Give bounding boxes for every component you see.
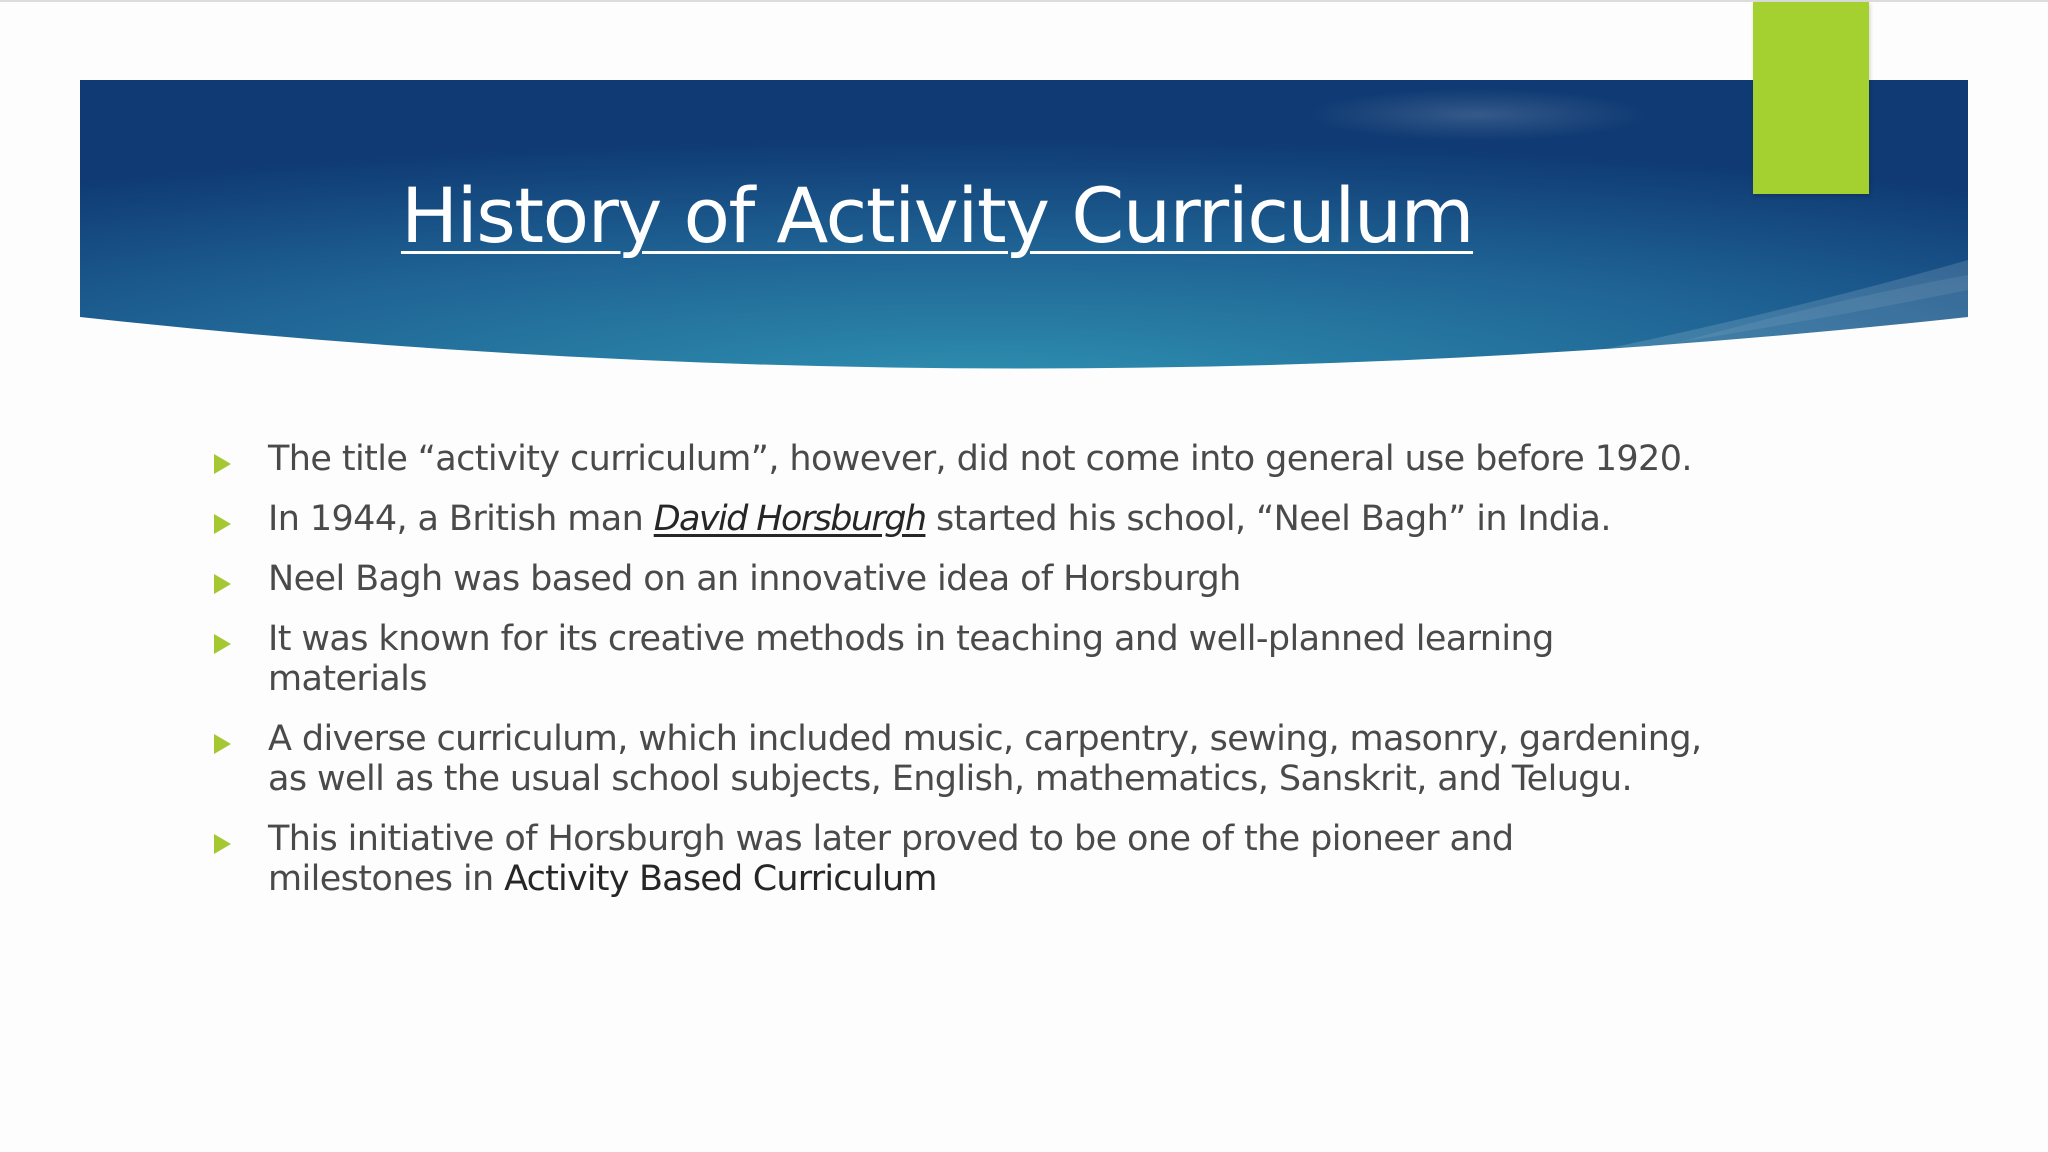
bullet-item <box>210 559 1710 599</box>
bullet-text: The title “activity curriculum”, however, did not come into general use before 1920. <box>268 439 1692 479</box>
arrow-bullet-icon <box>214 634 231 654</box>
bullet-text: started his school, “Neel Bagh” in India. <box>925 499 1611 539</box>
arrow-bullet-icon <box>214 574 231 594</box>
bullet-text: Neel Bagh was based on an innovative idea of Horsburgh <box>268 559 1241 599</box>
bullet-list <box>210 439 1710 919</box>
bullet-text: It was known for its creative methods in teaching and well-planned learning <box>268 619 1554 659</box>
bullet-text: This initiative of Horsburgh was later proved to be one of the pioneer and <box>268 819 1514 859</box>
bullet-item <box>210 719 1710 799</box>
arrow-bullet-icon <box>214 514 231 534</box>
bullet-item <box>210 819 1710 899</box>
bullet-text: A diverse curriculum, which included music, carpentry, sewing, masonry, gardening, <box>268 719 1702 759</box>
bullet-text: In 1944, a British man <box>268 499 654 539</box>
arrow-bullet-icon <box>214 834 231 854</box>
bullet-text: milestones in <box>268 859 505 899</box>
arrow-bullet-icon <box>214 454 231 474</box>
accent-block <box>1753 2 1869 194</box>
david-horsburgh-link[interactable]: David Horsburgh <box>653 499 926 539</box>
bullet-text: materials <box>268 659 427 699</box>
bullet-item <box>210 439 1710 479</box>
slide-title: History of Activity Curriculum <box>400 171 1474 260</box>
activity-based-curriculum-text: Activity Based Curriculum <box>504 859 937 899</box>
bullet-text: as well as the usual school subjects, English, mathematics, Sanskrit, and Telugu. <box>268 759 1633 799</box>
bullet-item <box>210 619 1710 699</box>
arrow-bullet-icon <box>214 734 231 754</box>
bullet-item <box>210 499 1710 539</box>
